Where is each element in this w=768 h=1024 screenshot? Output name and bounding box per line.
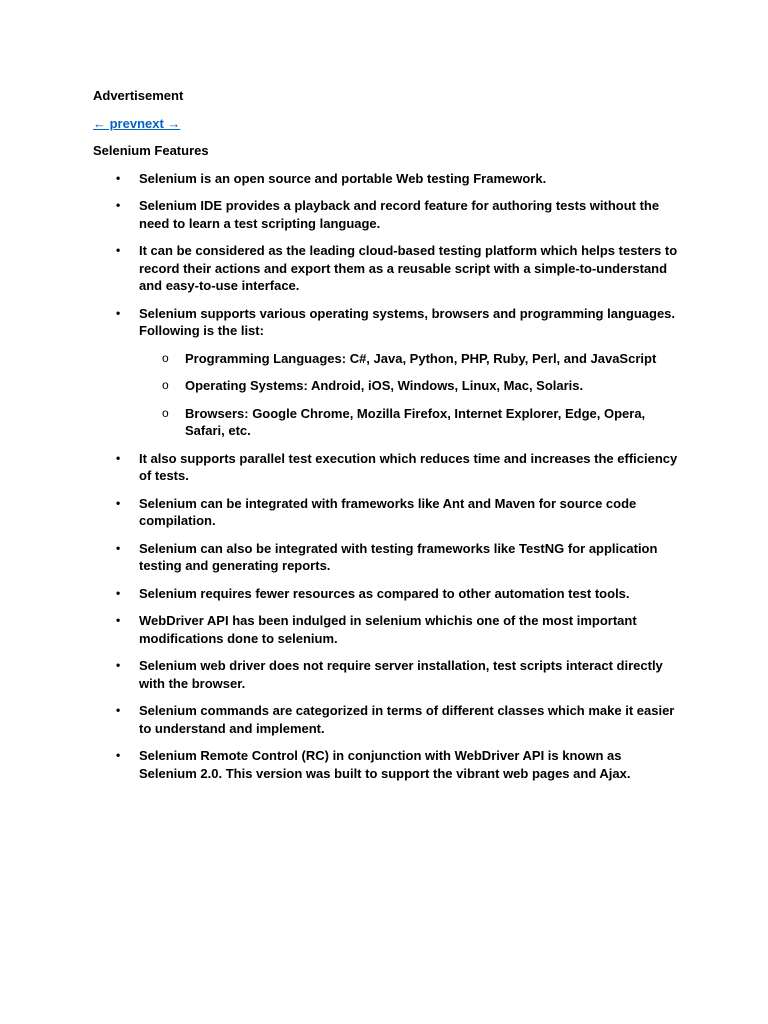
pagination-links <box>93 115 678 133</box>
list-item-text: Selenium Remote Control (RC) in conjunction with WebDriver API is known as Selenium 2.0. This version was built to support the vibrant web pages and Ajax. <box>139 748 631 781</box>
list-item-text: Selenium commands are categorized in terms of different classes which make it easier to understand and implement. <box>139 703 675 736</box>
list-item-text: Selenium IDE provides a playback and record feature for authoring tests without the need to learn a test scripting language. <box>139 198 660 231</box>
list-item <box>93 702 678 737</box>
prev-link[interactable]: ← prev <box>93 115 138 131</box>
bullet-icon: • <box>116 450 121 465</box>
bullet-icon: • <box>116 585 121 600</box>
bullet-icon: • <box>116 613 121 627</box>
sub-list-item <box>139 405 678 440</box>
sub-list-item <box>139 377 678 395</box>
list-item-text: Selenium supports various operating systems, browsers and programming languages. Following is the list: <box>139 305 676 338</box>
document-content <box>93 87 678 792</box>
list-item-text: Selenium can be integrated with frameworks like Ant and Maven for source code compilation. <box>139 495 637 528</box>
list-item <box>93 495 678 530</box>
sub-list-item <box>139 350 678 368</box>
list-item-text: Selenium requires fewer resources as compared to other automation test tools. <box>139 585 630 601</box>
bullet-icon: • <box>116 703 121 717</box>
sub-list <box>139 350 678 440</box>
sub-list-item-text: Operating Systems: Android, iOS, Windows, Linux, Mac, Solaris. <box>185 378 584 393</box>
list-item <box>93 585 678 603</box>
list-item-text: WebDriver API has been indulged in selenium whichis one of the most important modifications done to selenium. <box>139 613 637 646</box>
bullet-icon: • <box>116 305 121 320</box>
list-item <box>93 197 678 232</box>
bullet-icon: • <box>116 198 121 212</box>
bullet-icon: • <box>116 658 121 672</box>
bullet-icon: • <box>116 540 121 555</box>
list-item-text: It also supports parallel test execution which reduces time and increases the efficiency of tests. <box>139 450 678 483</box>
list-item <box>93 747 678 782</box>
list-item-text: Selenium is an open source and portable Web testing Framework. <box>139 170 547 186</box>
section-heading: Selenium Features <box>93 143 209 158</box>
list-item <box>93 242 678 295</box>
list-item-text: Selenium can also be integrated with testing frameworks like TestNG for application testing and generating reports. <box>139 540 658 573</box>
sub-list-item-text: Programming Languages: C#, Java, Python, PHP, Ruby, Perl, and JavaScript <box>185 350 657 366</box>
advertisement-label: Advertisement <box>93 88 184 103</box>
list-item <box>93 540 678 575</box>
list-item <box>93 305 678 440</box>
list-item-text: It can be considered as the leading cloud-based testing platform which helps testers to record their actions and export them as a reusable script with a simple-to-understand and easy-to-use interface. <box>139 243 678 293</box>
list-item <box>93 657 678 692</box>
bullet-icon: • <box>116 243 121 257</box>
circle-bullet-icon: o <box>162 378 169 392</box>
features-list <box>93 170 678 783</box>
sub-list-item-text: Browsers: Google Chrome, Mozilla Firefox, Internet Explorer, Edge, Opera, Safari, etc. <box>185 405 646 438</box>
bullet-icon: • <box>116 495 121 510</box>
next-link[interactable]: next → <box>137 115 181 131</box>
circle-bullet-icon: o <box>162 405 169 420</box>
list-item-text: Selenium web driver does not require server installation, test scripts interact directly with the browser. <box>139 658 663 691</box>
circle-bullet-icon: o <box>162 350 169 365</box>
list-item <box>93 170 678 188</box>
bullet-icon: • <box>116 748 121 762</box>
list-item <box>93 450 678 485</box>
bullet-icon: • <box>116 170 121 185</box>
list-item <box>93 612 678 647</box>
